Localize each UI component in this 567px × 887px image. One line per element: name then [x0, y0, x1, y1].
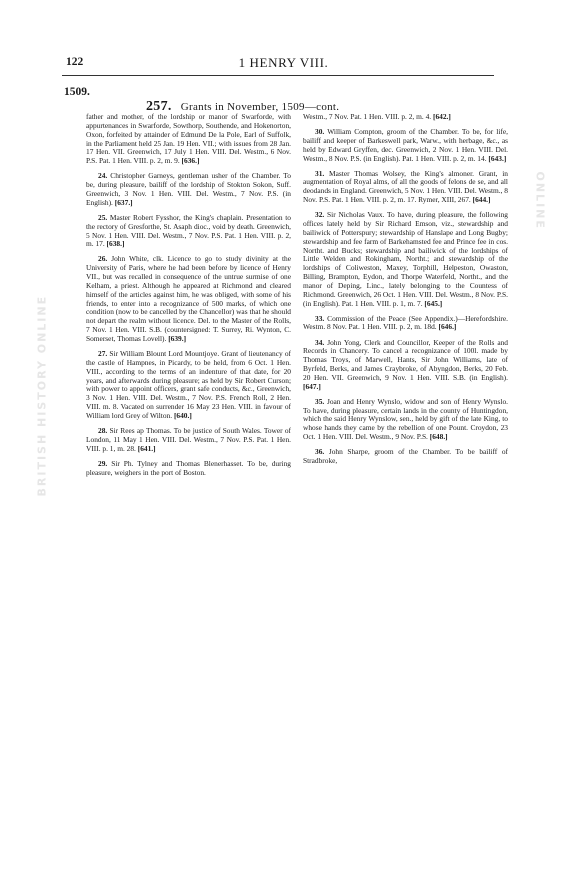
section-number: 257. [146, 99, 172, 114]
entry-reference: [638.] [106, 239, 125, 249]
entry-reference: [637.] [114, 197, 133, 207]
entry-text: Sir Rees ap Thomas. To be justice of South Wales. Tower of London, 11 May 1 Hen. VIII. Del. Westm., 7 Nov. P.S. Pat. 1 Hen. VIII. p. 1, m. 28. [86, 425, 291, 453]
entry-number: 34. [315, 337, 325, 347]
entry-reference: [644.] [472, 195, 491, 205]
entry-text: Sir Ph. Tylney and Thomas Blenerhasset. To be, during pleasure, weighers in the port of Boston. [86, 458, 291, 477]
entry-number: 36. [315, 447, 325, 457]
entry-number: 31. [315, 168, 325, 178]
entry-text: Commission of the Peace (See Appendix.)—Herefordshire. Westm. 8 Nov. Pat. 1 Hen. VIII. p. 2, m. 18d. [303, 313, 508, 332]
margin-year: 1509. [64, 86, 90, 98]
entry-reference: [640.] [173, 410, 192, 420]
entry-number: 29. [98, 458, 108, 468]
entry-number: 33. [315, 313, 325, 323]
entry-number: 26. [98, 254, 108, 264]
calendar-entry [86, 350, 291, 421]
right-column [303, 113, 508, 472]
entry-text: John White, clk. Licence to go to study divinity at the University of Paris, where he had been before by licence of Henry VII., but was recalled in consequence of the untrue surmise of one Kelham, a priest. Although he appeared at Richmond and cleared himself of the articles against him, he was obliged, with some of his friends, to enter into a recognizance of 500 marks, of which one condition (now to be cancelled by the Chancellor) was that he should not depart the realm without licence. Del. to the Master of the Rolls, 7 Nov. 1 Hen. VIII. S.B. (countersigned: T. Surrey, Ri. Wynton, C. Somerset, Thomas Lovell). [86, 254, 291, 343]
calendar-entry [86, 214, 291, 249]
calendar-entry [86, 255, 291, 343]
entry-number: 28. [98, 425, 108, 435]
watermark-right: ONLINE [533, 171, 547, 230]
entry-number: 25. [98, 212, 108, 222]
entry-text: Sir William Blount Lord Mountjoye. Grant of lieutenancy of the castle of Hampnes, in Picardy, to be held, from 6 Oct. 1 Hen. VIII., according to the terms of an indenture of that date, for 20 years, and afterwards during pleasure; as held by Sir Robert Curson; with power to appoint officers, grant safe conducts, &c., Greenwich, 3 Nov. 1 Hen. VIII. Del. Westm., 7 Nov. P.S. French Roll, 2 Hen. VIII. m. 8. Vacated on surrender 16 May 23 Hen. VIII. in favour of William lord Grey of Wilton. [86, 349, 291, 420]
calendar-entry [86, 113, 291, 166]
entry-text: Joan and Henry Wynslo, widow and son of Henry Wynslo. To have, during pleasure, certain lands in the county of Huntingdon, which the said Henry Wynslow, sen., held by gift of the late King, to whose hands they came by the rebellion of one Pount. Croydon, 23 Oct. 1 Hen. VIII. Del. Westm., 9 Nov. P.S. [303, 396, 508, 442]
entry-reference: [645.] [424, 298, 443, 308]
calendar-entry [86, 172, 291, 207]
calendar-entry [303, 398, 508, 442]
entry-number: 24. [98, 171, 108, 181]
calendar-entry [303, 448, 508, 466]
calendar-entry [86, 427, 291, 454]
calendar-entry [303, 211, 508, 308]
entry-number: 27. [98, 349, 108, 358]
section-title: Grants in November, 1509—cont. [180, 101, 340, 113]
entry-text: father and mother, of the lordship or manor of Swarforde, with appurtenances in Swarforde, Sowthorp, Southende, and Hokenorton, Oxon, forfeited by attainder of Edmund De la Pole, Earl of Suffolk, in the Parliament held 25 Jan. 19 Hen. VII.; with issues from 28 Jan. 17 Hen. VII. Greenwich, 17 July 1 Hen. VIII. Del. Westm., 6 Nov. P.S. Pat. 1 Hen. VIII. p. 2, m. 9. [86, 112, 291, 166]
calendar-entry [303, 170, 508, 205]
entry-text: Sir Nicholas Vaux. To have, during pleasure, the following offices lately held by Sir Richard Emson, viz., stewardship and bailiwick of Potterspury; stewardship of Hanslape and Long Bugby; stewardship and fee farm of Barkehamsted fee and Prince fee in cos. Northt. and Bucks; stewardship and bailiwick of the lordships of Little Welden and Rokingham, Northt.; and stewardship of the lordships of Coliweston, Maxey, Torphill, Helpeston, Owaston, Billing, Brampton, Eydon, and Thorpe Waterfeld, Northt., and the manor of Deping, Linc., lately belonging to the Countess of Richmond. Greenwich, 26 Oct. 1 Hen. VIII. Del. Westm., 8 Nov. P.S. (in English). Pat. 1 Hen. VIII. p. 1, m. 7. [303, 210, 508, 308]
entry-reference: [646.] [438, 322, 457, 332]
entry-text: Master Thomas Wolsey, the King's almoner. Grant, in augmentation of Royal alms, of all the goods of felons de se, and all deodands in England. Greenwich, 5 Nov. 1 Hen. VIII. Del. Westm., 8 Nov. P.S. Pat. 1 Hen. VIII. p. 2, m. 17. Rymer, XIII, 267. [303, 168, 508, 205]
entry-reference: [647.] [303, 381, 321, 391]
calendar-entry [86, 460, 291, 478]
header-rule [62, 75, 494, 76]
entry-text: William Compton, groom of the Chamber. To be, for life, bailiff and keeper of Barkeswell park, Warw., with herbage, &c., as held by Edward Gryffen, dec. Greenwich, 2 Nov. 1 Hen. VIII. Del. Westm., 8 Nov. P.S. (in English). Pat. 1 Hen. VIII. p. 2, m. 14. [303, 127, 509, 163]
calendar-entry [303, 128, 508, 163]
calendar-entry [303, 315, 508, 333]
entry-reference: [639.] [168, 333, 187, 343]
entry-reference: [641.] [137, 443, 156, 453]
entry-text: John Sharpe, groom of the Chamber. To be bailiff of Stradbroke, [303, 447, 508, 465]
entry-number: 32. [315, 210, 325, 220]
entry-reference: [648.] [429, 432, 448, 442]
entry-text: John Yong, Clerk and Councillor, Keeper of the Rolls and Records in Chancery. To cancel a recognizance of 100l. made by Thomas Troys, of Marwell, Hants, Sir John Williams, late of Byrfeld, Berks, and James Craybroke, of Abyngdon, Berks, 20 Feb. 20 Hen. VII. Greenwich, 9 Nov. 1 Hen. VIII. S.B. (in English). [303, 337, 508, 382]
entry-text: Master Robert Fysshor, the King's chaplain. Presentation to the rectory of Gresforthe, St. Asaph dioc., void by death. Greenwich, 5 Nov. 1 Hen. VIII. Del. Westm., 7 Nov. P.S. Pat. 1 Hen. VIII. p. 2, m. 17. [86, 212, 291, 249]
entry-reference: [643.] [488, 153, 507, 163]
entry-text: Christopher Garneys, gentleman usher of the Chamber. To be, during pleasure, bailiff of the lordship of Stokton Sokon, Suff. Greenwich, 3 Nov. 1 Hen. VIII. Del. Westm., 7 Nov. P.S. (in English). [86, 171, 291, 207]
calendar-entry [303, 339, 508, 392]
entry-number: 35. [315, 396, 325, 406]
running-title: 1 HENRY VIII. [238, 55, 329, 70]
calendar-entry [303, 113, 508, 122]
entry-reference: [642.] [432, 112, 451, 121]
entry-reference: [636.] [181, 156, 200, 166]
entry-text: Westm., 7 Nov. Pat. 1 Hen. VIII. p. 2, m. 4. [303, 112, 432, 121]
entry-number: 30. [315, 127, 325, 137]
left-column [86, 113, 291, 484]
watermark-left: BRITISH HISTORY ONLINE [35, 294, 49, 497]
page-number: 122 [66, 56, 84, 68]
